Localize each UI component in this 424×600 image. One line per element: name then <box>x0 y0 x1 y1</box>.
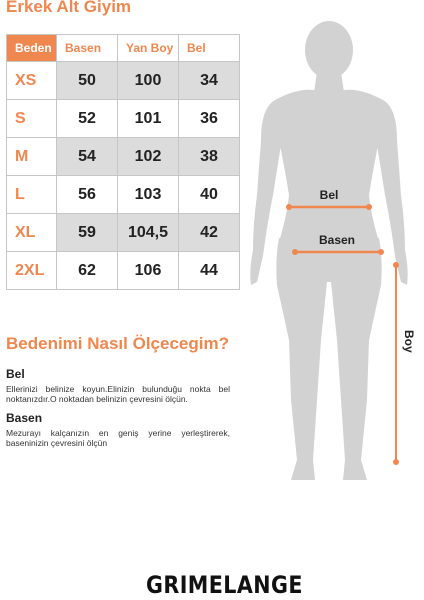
figure-boy-label: Boy <box>402 330 416 353</box>
column-header: Bel <box>179 35 240 62</box>
size-cell: L <box>7 176 57 214</box>
column-header: Basen <box>57 35 118 62</box>
bel-cell: 38 <box>179 138 240 176</box>
bel-cell: 34 <box>179 62 240 100</box>
basen-cell: 59 <box>57 214 118 252</box>
figure-bel-label: Bel <box>319 188 339 202</box>
basen-cell: 52 <box>57 100 118 138</box>
table-row <box>7 214 240 252</box>
size-cell: 2XL <box>7 252 57 290</box>
column-header: Beden <box>7 35 57 62</box>
basen-label: Basen <box>6 411 43 425</box>
table-header-row <box>7 35 240 62</box>
size-cell: XS <box>7 62 57 100</box>
yan-boy-cell: 101 <box>118 100 179 138</box>
basen-cell: 56 <box>57 176 118 214</box>
page-title: Erkek Alt Giyim <box>6 0 132 16</box>
table-row <box>7 138 240 176</box>
yan-boy-cell: 100 <box>118 62 179 100</box>
bel-line-end-dot <box>366 204 372 210</box>
silhouette-shape <box>250 21 407 480</box>
column-header: Yan Boy <box>118 35 179 62</box>
bel-cell: 40 <box>179 176 240 214</box>
yan-boy-cell: 103 <box>118 176 179 214</box>
table-row <box>7 100 240 138</box>
guide-heading: Bedenimi Nasıl Ölçecegim? <box>6 334 229 353</box>
size-table <box>6 34 240 290</box>
figure-basen-label: Basen <box>318 233 356 247</box>
table-row <box>7 252 240 290</box>
yan-boy-cell: 104,5 <box>118 214 179 252</box>
size-cell: S <box>7 100 57 138</box>
body-silhouette <box>245 20 424 490</box>
basen-instructions: Mezurayı kalçanızın en geniş yerine yerleştirerek, baseninizin çevresini ölçün <box>6 428 230 448</box>
bel-instructions: Ellerinizi belinize koyun.Elinizin bulunduğu nokta bel noktanızdır.O noktadan belinizin çevresini ölçün. <box>6 384 230 404</box>
yan-boy-cell: 106 <box>118 252 179 290</box>
brand-logo: GRIMELANGE <box>146 571 303 599</box>
basen-line-end-dot <box>378 249 384 255</box>
basen-cell: 54 <box>57 138 118 176</box>
bel-line-start-dot <box>286 204 292 210</box>
yan-boy-cell: 102 <box>118 138 179 176</box>
size-cell: M <box>7 138 57 176</box>
basen-line-start-dot <box>292 249 298 255</box>
bel-cell: 42 <box>179 214 240 252</box>
bel-cell: 36 <box>179 100 240 138</box>
boy-line-start-dot <box>393 262 399 268</box>
bel-cell: 44 <box>179 252 240 290</box>
basen-cell: 50 <box>57 62 118 100</box>
basen-cell: 62 <box>57 252 118 290</box>
boy-line-end-dot <box>393 459 399 465</box>
table-row <box>7 176 240 214</box>
bel-label: Bel <box>6 367 25 381</box>
table-row <box>7 62 240 100</box>
size-cell: XL <box>7 214 57 252</box>
